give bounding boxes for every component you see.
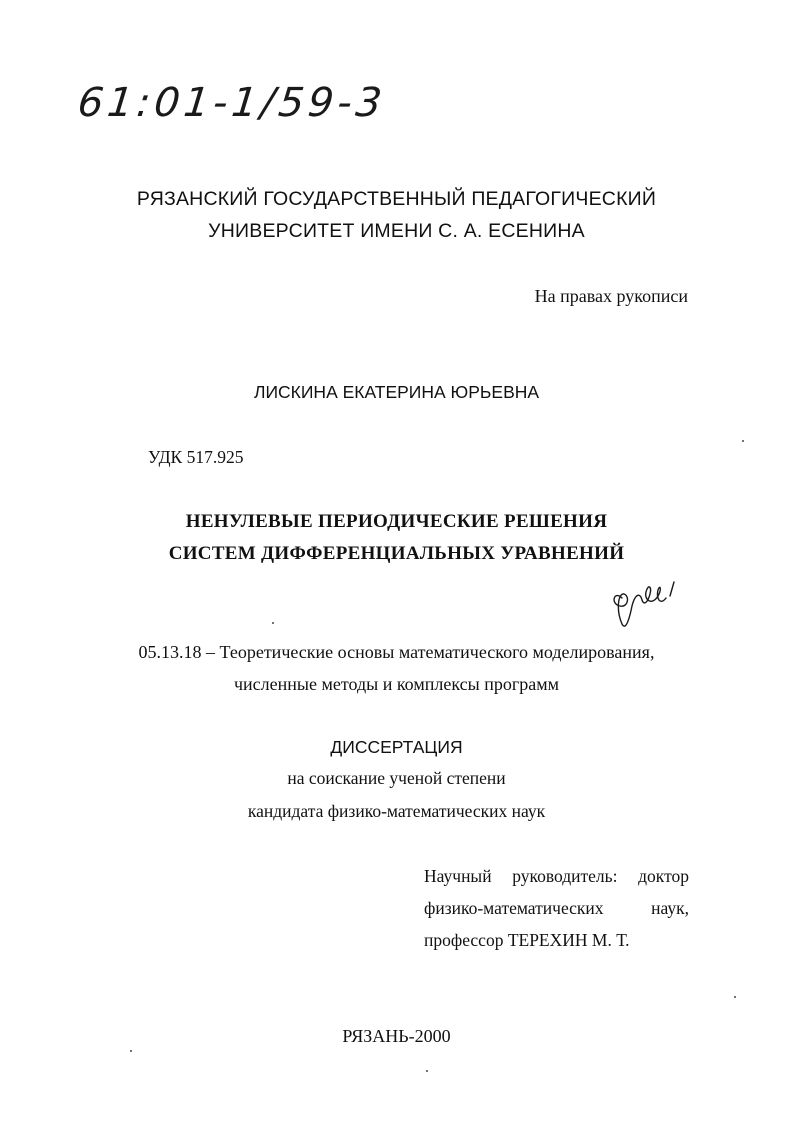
archive-number: 61:01-1/59-3 [75,80,388,126]
scan-speck [130,1050,132,1052]
university-name-line2: УНИВЕРСИТЕТ ИМЕНИ С. А. ЕСЕНИНА [208,220,585,242]
dissertation-title-line1: НЕНУЛЕВЫЕ ПЕРИОДИЧЕСКИЕ РЕШЕНИЯ [185,511,608,532]
scan-speck [426,1070,428,1072]
city-year: РЯЗАНЬ-2000 [342,1026,451,1046]
supervisor-line2 [424,898,689,919]
signature-icon [608,576,688,636]
degree-line2: кандидата физико-математических наук [247,801,546,821]
supervisor-line3: профессор ТЕРЕХИН М. Т. [424,930,630,950]
supervisor-word-4: физико-математических [424,898,604,918]
dissertation-label: ДИССЕРТАЦИЯ [330,737,463,757]
scan-speck [742,440,744,442]
supervisor-word-3: доктор [638,866,689,886]
supervisor-word-5: наук, [651,898,689,918]
manuscript-rights: На правах рукописи [534,286,688,306]
supervisor-line1 [424,866,689,887]
degree-line1: на соискание ученой степени [287,768,506,788]
scan-speck [734,996,736,998]
specialty-line2: численные методы и комплексы программ [233,674,560,694]
scan-speck [272,622,274,624]
university-name-line1: РЯЗАНСКИЙ ГОСУДАРСТВЕННЫЙ ПЕДАГОГИЧЕСКИЙ [136,188,657,210]
supervisor-block [424,866,689,951]
supervisor-word-1: Научный [424,866,492,886]
udk-code: УДК 517.925 [148,447,244,467]
specialty-line1: 05.13.18 – Теоретические основы математического моделирования, [138,642,655,662]
dissertation-title-line2: СИСТЕМ ДИФФЕРЕНЦИАЛЬНЫХ УРАВНЕНИЙ [168,543,625,564]
author-name: ЛИСКИНА ЕКАТЕРИНА ЮРЬЕВНА [253,382,540,402]
supervisor-word-2: руководитель: [512,866,618,886]
